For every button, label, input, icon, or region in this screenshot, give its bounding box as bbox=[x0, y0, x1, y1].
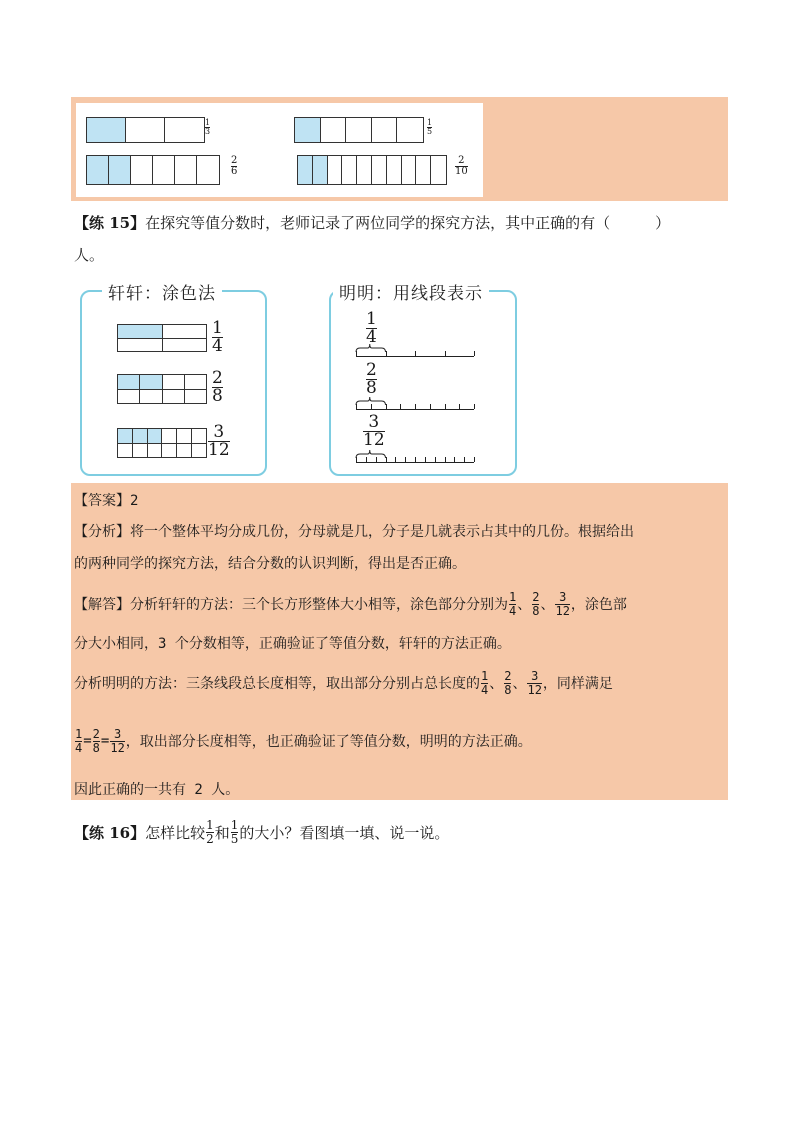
q15-line1 bbox=[74, 212, 670, 233]
analysis-line2: 的两种同学的探究方法，结合分数的认识判断，得出是否正确。 bbox=[74, 556, 466, 572]
q15-label: 【练 15】 bbox=[74, 214, 146, 232]
brace-icon bbox=[354, 344, 388, 352]
q15-text: 在探究等值分数时，老师记录了两位同学的探究方法，其中正确的有（ ） bbox=[145, 214, 671, 232]
conclusion-line: 因此正确的一共有 2 人。 bbox=[74, 782, 240, 798]
segment-tick bbox=[474, 457, 475, 462]
segment-tick bbox=[405, 457, 406, 462]
segment-tick bbox=[425, 457, 426, 462]
q15-line2: 人。 bbox=[74, 246, 105, 264]
analysis-line1: 【分析】将一个整体平均分成几份，分母就是几，分子是几就表示占其中的几份。根据给出 bbox=[74, 524, 634, 540]
segment-tick bbox=[464, 457, 465, 462]
brace-icon bbox=[354, 397, 388, 405]
solution-line2: 分大小相同，3 个分数相等，正确验证了等值分数，轩轩的方法正确。 bbox=[74, 636, 511, 652]
solution-line1: 【解答】分析轩轩的方法：三个长方形整体大小相等，涂色部分分别为 1 4 、 2 8 、 3 12 ，涂色部 bbox=[74, 590, 627, 618]
bar-1-5 bbox=[294, 117, 424, 143]
left-frac-2-8: 2 8 bbox=[212, 368, 223, 406]
frac-1-3: 1 3 bbox=[205, 118, 211, 136]
segment-tick bbox=[415, 457, 416, 462]
segment-tick bbox=[430, 404, 431, 409]
segment-tick bbox=[445, 404, 446, 409]
panel-segment-method bbox=[329, 290, 517, 476]
frac-2-10: 2 10 bbox=[455, 155, 468, 177]
left-frac-1-4: 1 4 bbox=[212, 318, 223, 356]
left-frac-3-12: 3 12 bbox=[208, 422, 230, 460]
segment-baseline bbox=[356, 356, 474, 357]
right-frac-1-4: 1 4 bbox=[366, 309, 377, 347]
segment-tick bbox=[400, 404, 401, 409]
solution-line4: 1 4 = 2 8 = 3 12 ，取出部分长度相等，也正确验证了等值分数，明明的方法正确。 bbox=[75, 727, 532, 755]
segment-tick bbox=[415, 404, 416, 409]
segment-tick bbox=[435, 457, 436, 462]
q16-label: 【练 16】 bbox=[74, 823, 146, 842]
bar-1-3 bbox=[86, 117, 205, 143]
answer-line: 【答案】2 bbox=[74, 493, 139, 509]
segment-tick bbox=[445, 351, 446, 356]
bar-2-10 bbox=[297, 155, 447, 185]
frac-1-5: 1 5 bbox=[427, 118, 433, 136]
left-bar-3-12 bbox=[117, 428, 207, 458]
segment-baseline bbox=[356, 462, 474, 463]
left-bar-2-8 bbox=[117, 374, 207, 404]
segment-tick bbox=[454, 457, 455, 462]
panel-right-title: 明明：用线段表示 bbox=[333, 279, 489, 304]
frac-2-6: 2 6 bbox=[231, 155, 238, 177]
solution-line3: 分析明明的方法：三条线段总长度相等，取出部分分别占总长度的 1 4 、 2 8 、 3 12 ，同样满足 bbox=[74, 669, 613, 697]
panel-left-title: 轩轩：涂色法 bbox=[102, 279, 222, 304]
bar-2-6 bbox=[86, 155, 220, 185]
right-frac-2-8: 2 8 bbox=[366, 360, 377, 398]
segment-tick bbox=[459, 404, 460, 409]
segment-tick bbox=[415, 351, 416, 356]
q16-line: 【练 16】 怎样比较 1 2 和 1 5 的大小？看图填一填、说一说。 bbox=[74, 818, 450, 846]
segment-baseline bbox=[356, 409, 474, 410]
brace-icon bbox=[354, 450, 388, 458]
segment-tick bbox=[395, 457, 396, 462]
left-bar-1-4 bbox=[117, 324, 207, 352]
right-frac-3-12: 3 12 bbox=[363, 412, 385, 450]
segment-tick bbox=[474, 351, 475, 356]
segment-tick bbox=[445, 457, 446, 462]
segment-tick bbox=[474, 404, 475, 409]
